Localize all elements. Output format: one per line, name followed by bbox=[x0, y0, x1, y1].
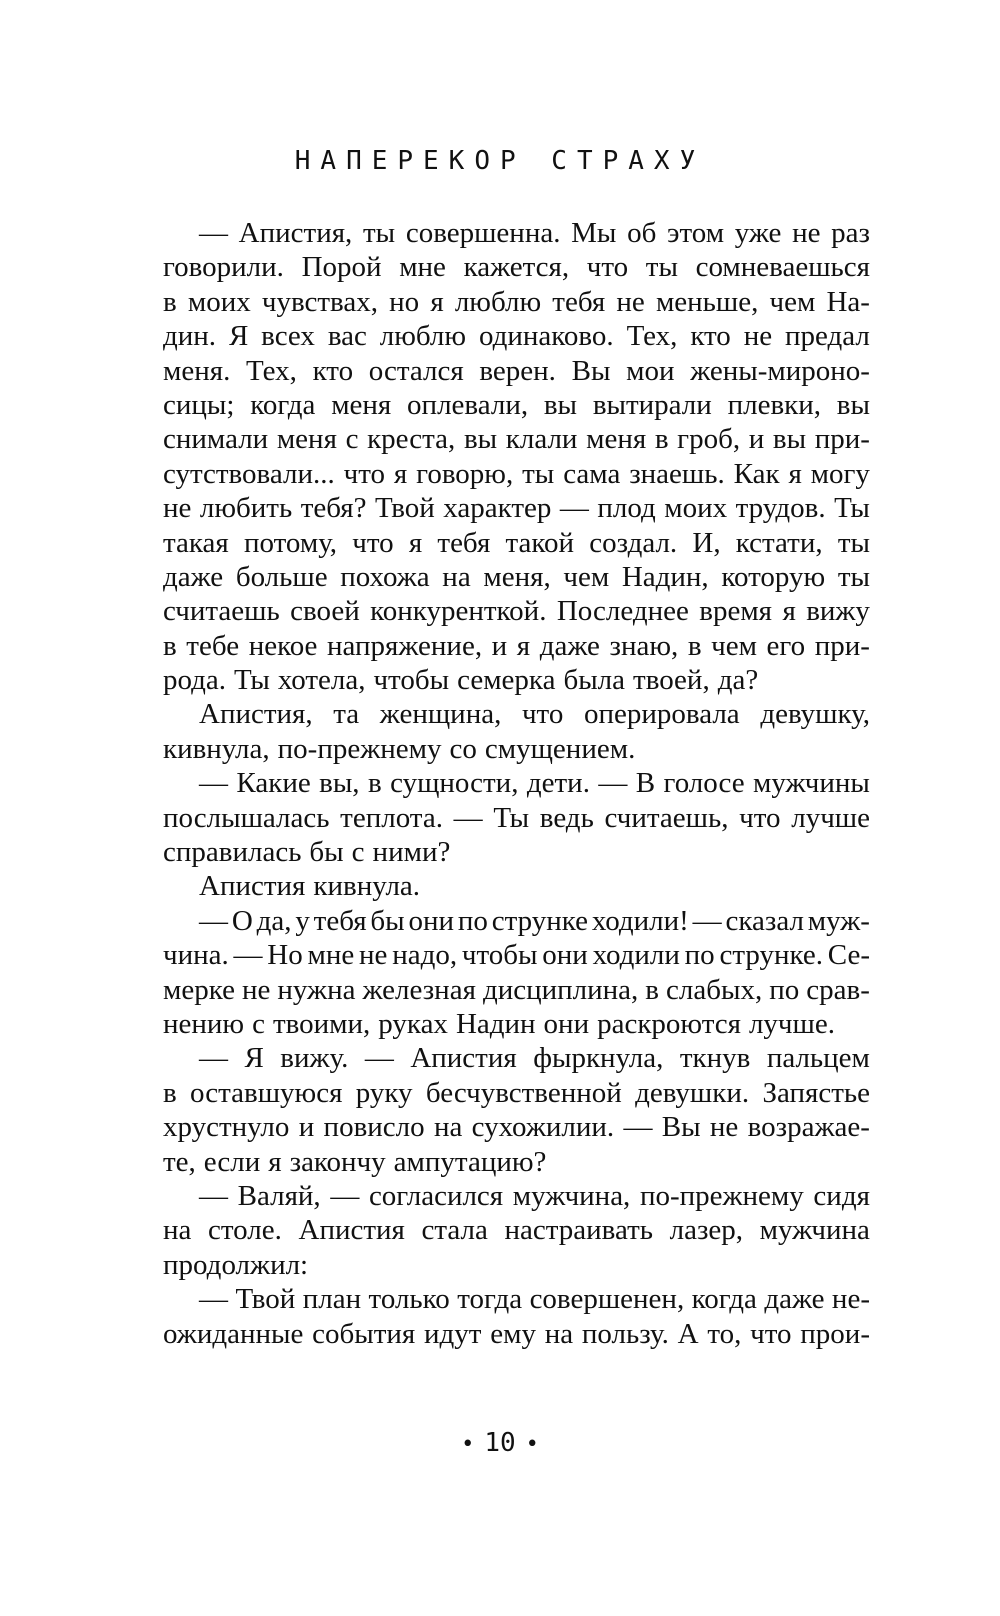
text-line: чина. — Но мне не надо, чтобы они ходили по струнке. Се- bbox=[163, 939, 870, 972]
text-line: те, если я закончу ампутацию? bbox=[163, 1145, 547, 1178]
text-line: хрустнуло и повисло на сухожилии. — Вы не возражае- bbox=[163, 1111, 870, 1144]
page-folio bbox=[0, 1428, 1000, 1458]
text-line: Апистия, та женщина, что оперировала девушку, bbox=[199, 698, 870, 731]
text-line: — Твой план только тогда совершенен, когда даже не- bbox=[199, 1283, 870, 1316]
text-line: дин. Я всех вас люблю одинаково. Тех, кто не предал bbox=[163, 320, 870, 353]
text-line: на столе. Апистия стала настраивать лазер, мужчина bbox=[163, 1214, 870, 1247]
text-line: — Валяй, — согласился мужчина, по-прежнему сидя bbox=[199, 1179, 870, 1212]
text-line: кивнула, по-прежнему со смущением. bbox=[163, 732, 636, 765]
text-line: нению с твоими, руках Надин они раскроются лучше. bbox=[163, 1007, 835, 1040]
body-text bbox=[163, 216, 870, 1351]
text-line: в моих чувствах, но я люблю тебя не меньше, чем На- bbox=[163, 285, 870, 318]
text-line: продолжил: bbox=[163, 1248, 309, 1281]
text-line: рода. Ты хотела, чтобы семерка была твоей, да? bbox=[163, 664, 759, 697]
text-line: снимали меня с креста, вы клали меня в гроб, и вы при- bbox=[163, 423, 870, 456]
text-line: говорили. Порой мне кажется, что ты сомневаешься bbox=[163, 251, 870, 284]
page-number: 10 bbox=[484, 1428, 516, 1458]
text-line: такая потому, что я тебя такой создал. И, кстати, ты bbox=[163, 526, 870, 559]
folio-bullet-left: • bbox=[461, 1432, 475, 1457]
text-line: справилась бы с ними? bbox=[163, 836, 451, 869]
running-title: НАПЕРЕКОР СТРАХУ bbox=[294, 146, 706, 176]
text-line: сутствовали... что я говорю, ты сама знаешь. Как я могу bbox=[163, 457, 870, 490]
text-line: не любить тебя? Твой характер — плод моих трудов. Ты bbox=[163, 492, 870, 525]
text-line: считаешь своей конкуренткой. Последнее время я вижу bbox=[163, 595, 870, 628]
text-line: даже больше похожа на меня, чем Надин, которую ты bbox=[163, 560, 870, 593]
text-line: послышалась теплота. — Ты ведь считаешь, что лучше bbox=[163, 801, 870, 834]
text-line: — Я вижу. — Апистия фыркнула, ткнув пальцем bbox=[199, 1042, 870, 1075]
text-line: — Какие вы, в сущности, дети. — В голосе мужчины bbox=[199, 767, 870, 800]
text-line: мерке не нужна железная дисциплина, в слабых, по срав- bbox=[163, 973, 870, 1006]
folio-bullet-right: • bbox=[525, 1432, 539, 1457]
text-line: — Апистия, ты совершенна. Мы об этом уже не раз bbox=[199, 217, 870, 249]
text-line: — О да, у тебя бы они по струнке ходили! — сказал муж- bbox=[199, 904, 870, 937]
text-line: в тебе некое напряжение, и я даже знаю, в чем его при- bbox=[163, 629, 870, 662]
text-line: в оставшуюся руку бесчувственной девушки. Запястье bbox=[163, 1076, 870, 1109]
text-line: ожиданные события идут ему на пользу. А то, что прои- bbox=[163, 1317, 870, 1350]
text-line: Апистия кивнула. bbox=[199, 870, 421, 903]
text-line: меня. Тех, кто остался верен. Вы мои жены-мироно- bbox=[163, 354, 870, 387]
text-line: сицы; когда меня оплевали, вы вытирали плевки, вы bbox=[163, 388, 870, 421]
